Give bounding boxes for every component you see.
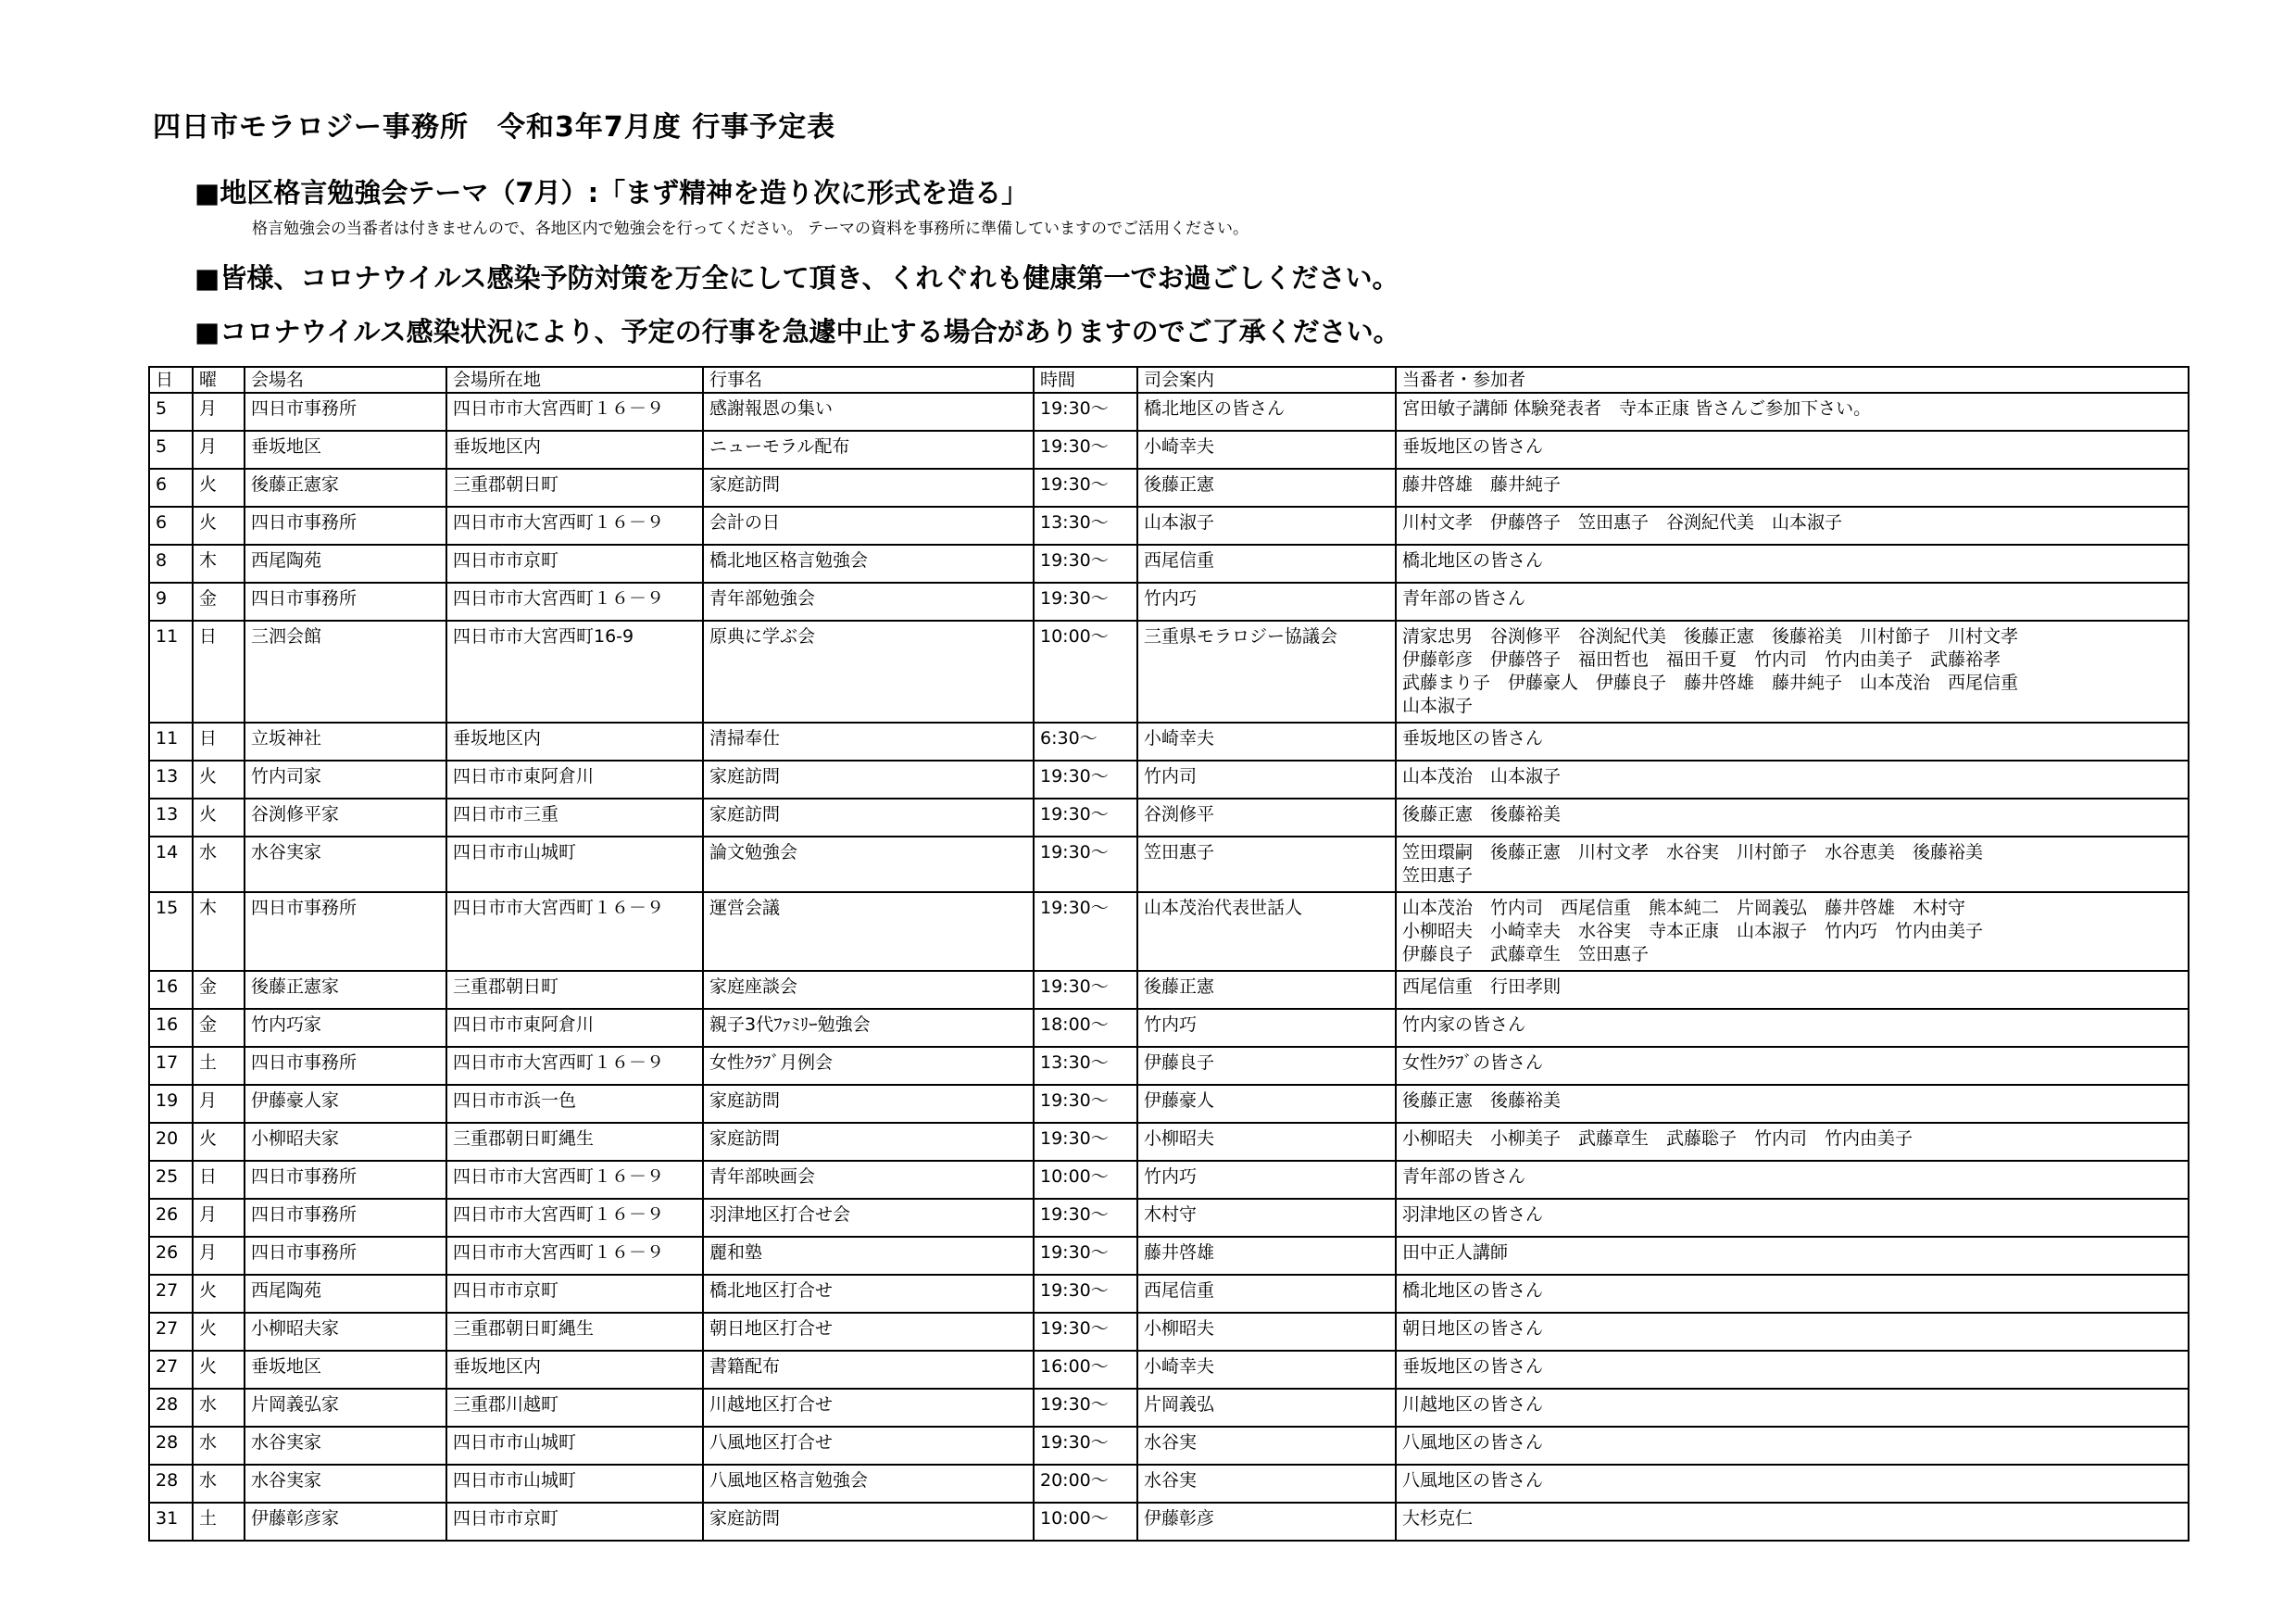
time-cell: 19:30～ [1034, 1313, 1137, 1351]
day-cell: 16 [149, 971, 193, 1009]
event-cell: 青年部映画会 [703, 1161, 1034, 1199]
venue-cell: 垂坂地区 [245, 1351, 446, 1389]
address-cell: 四日市市山城町 [446, 1427, 703, 1465]
table-row [149, 1237, 2189, 1275]
participants-line: 清家忠男 谷渕修平 谷渕紀代美 後藤正憲 後藤裕美 川村節子 川村文孝 [1402, 626, 2019, 647]
event-cell: 朝日地区打合せ [703, 1313, 1034, 1351]
venue-cell: 四日市事務所 [245, 393, 446, 431]
schedule-body [149, 393, 2189, 1541]
address-cell: 四日市市大宮西町１６－９ [446, 1047, 703, 1085]
address-cell: 四日市市東阿倉川 [446, 761, 703, 799]
participants-line: 橋北地区の皆さん [1402, 1280, 1544, 1301]
time-cell: 19:30～ [1034, 837, 1137, 892]
time-cell: 10:00～ [1034, 1161, 1137, 1199]
participants-line: 川村文孝 伊藤啓子 笠田惠子 谷渕紀代美 山本淑子 [1402, 512, 1843, 533]
time-cell: 13:30～ [1034, 507, 1137, 545]
table-row [149, 469, 2189, 507]
venue-cell: 後藤正憲家 [245, 971, 446, 1009]
time-cell: 19:30～ [1034, 393, 1137, 431]
address-cell: 垂坂地区内 [446, 1351, 703, 1389]
table-row [149, 583, 2189, 621]
day-cell: 6 [149, 469, 193, 507]
table-row [149, 431, 2189, 469]
time-cell: 20:00～ [1034, 1465, 1137, 1503]
event-cell: 家庭訪問 [703, 1123, 1034, 1161]
participants-cell [1396, 507, 2189, 545]
host-cell: 三重県モラロジー協議会 [1137, 621, 1396, 723]
weekday-cell: 月 [193, 431, 245, 469]
event-cell: 家庭訪問 [703, 469, 1034, 507]
venue-cell: 四日市事務所 [245, 1161, 446, 1199]
participants-line: 武藤まり子 伊藤豪人 伊藤良子 藤井啓雄 藤井純子 山本茂治 西尾信重 [1402, 673, 2019, 693]
event-cell: 会計の日 [703, 507, 1034, 545]
table-row [149, 723, 2189, 761]
weekday-cell: 火 [193, 1351, 245, 1389]
address-cell: 四日市市大宮西町１６－９ [446, 583, 703, 621]
participants-cell [1396, 761, 2189, 799]
participants-line: 伊藤良子 武藤章生 笠田惠子 [1402, 944, 1650, 964]
address-cell: 四日市市大宮西町１６－９ [446, 507, 703, 545]
weekday-cell: 日 [193, 723, 245, 761]
address-cell: 四日市市大宮西町１６－９ [446, 1199, 703, 1237]
venue-cell: 竹内司家 [245, 761, 446, 799]
table-row [149, 1161, 2189, 1199]
table-row [149, 1199, 2189, 1237]
venue-cell: 立坂神社 [245, 723, 446, 761]
time-cell: 19:30～ [1034, 583, 1137, 621]
venue-cell: 四日市事務所 [245, 892, 446, 971]
time-cell: 16:00～ [1034, 1351, 1137, 1389]
participants-line: 小柳昭夫 小柳美子 武藤章生 武藤聡子 竹内司 竹内由美子 [1402, 1128, 1913, 1149]
day-cell: 28 [149, 1465, 193, 1503]
venue-cell: 四日市事務所 [245, 583, 446, 621]
host-cell: 後藤正憲 [1137, 971, 1396, 1009]
day-cell: 8 [149, 545, 193, 583]
host-cell: 小柳昭夫 [1137, 1313, 1396, 1351]
weekday-cell: 火 [193, 761, 245, 799]
column-header-host: 司会案内 [1137, 367, 1396, 393]
table-row [149, 621, 2189, 723]
host-cell: 山本茂治代表世話人 [1137, 892, 1396, 971]
participants-cell [1396, 1275, 2189, 1313]
venue-cell: 伊藤彰彦家 [245, 1503, 446, 1541]
event-cell: 麗和塾 [703, 1237, 1034, 1275]
event-cell: 家庭訪問 [703, 799, 1034, 837]
address-cell: 四日市市京町 [446, 1275, 703, 1313]
time-cell: 19:30～ [1034, 1123, 1137, 1161]
time-cell: 13:30～ [1034, 1047, 1137, 1085]
host-cell: 竹内司 [1137, 761, 1396, 799]
time-cell: 19:30～ [1034, 1237, 1137, 1275]
venue-cell: 垂坂地区 [245, 431, 446, 469]
weekday-cell: 土 [193, 1047, 245, 1085]
table-row [149, 971, 2189, 1009]
participants-cell [1396, 583, 2189, 621]
event-cell: 羽津地区打合せ会 [703, 1199, 1034, 1237]
time-cell: 19:30～ [1034, 431, 1137, 469]
event-cell: 八風地区格言勉強会 [703, 1465, 1034, 1503]
participants-line: 笠田環嗣 後藤正憲 川村文孝 水谷実 川村節子 水谷恵美 後藤裕美 [1402, 842, 1984, 862]
address-cell: 四日市市大宮西町１６－９ [446, 1161, 703, 1199]
table-row [149, 507, 2189, 545]
time-cell: 19:30～ [1034, 1427, 1137, 1465]
table-row [149, 545, 2189, 583]
event-cell: 八風地区打合せ [703, 1427, 1034, 1465]
host-cell: 後藤正憲 [1137, 469, 1396, 507]
participants-cell [1396, 971, 2189, 1009]
host-cell: 笠田惠子 [1137, 837, 1396, 892]
study-theme-notice: ■地区格言勉強会テーマ（7月）:「まず精神を造り次に形式を造る」 [194, 177, 1029, 208]
participants-line: 西尾信重 行田孝則 [1402, 976, 1562, 997]
day-cell: 26 [149, 1199, 193, 1237]
column-header-address: 会場所在地 [446, 367, 703, 393]
weekday-cell: 金 [193, 583, 245, 621]
address-cell: 垂坂地区内 [446, 431, 703, 469]
day-cell: 15 [149, 892, 193, 971]
time-cell: 19:30～ [1034, 799, 1137, 837]
venue-cell: 四日市事務所 [245, 1047, 446, 1085]
event-cell: 川越地区打合せ [703, 1389, 1034, 1427]
venue-cell: 三泗会館 [245, 621, 446, 723]
event-cell: 親子3代ﾌｧﾐﾘｰ勉強会 [703, 1009, 1034, 1047]
address-cell: 四日市市山城町 [446, 1465, 703, 1503]
participants-cell [1396, 1123, 2189, 1161]
day-cell: 11 [149, 723, 193, 761]
weekday-cell: 月 [193, 393, 245, 431]
weekday-cell: 火 [193, 1275, 245, 1313]
participants-cell [1396, 1503, 2189, 1541]
weekday-cell: 日 [193, 621, 245, 723]
participants-cell [1396, 1161, 2189, 1199]
address-cell: 四日市市山城町 [446, 837, 703, 892]
venue-cell: 水谷実家 [245, 1427, 446, 1465]
participants-cell [1396, 1199, 2189, 1237]
host-cell: 水谷実 [1137, 1427, 1396, 1465]
time-cell: 18:00～ [1034, 1009, 1137, 1047]
host-cell: 西尾信重 [1137, 545, 1396, 583]
column-header-weekday: 曜 [193, 367, 245, 393]
time-cell: 19:30～ [1034, 761, 1137, 799]
participants-line: 後藤正憲 後藤裕美 [1402, 804, 1562, 825]
event-cell: ニューモラル配布 [703, 431, 1034, 469]
venue-cell: 西尾陶苑 [245, 545, 446, 583]
address-cell: 四日市市大宮西町１６－９ [446, 892, 703, 971]
venue-cell: 小柳昭夫家 [245, 1313, 446, 1351]
weekday-cell: 木 [193, 892, 245, 971]
participants-line: 田中正人講師 [1402, 1242, 1509, 1263]
weekday-cell: 月 [193, 1199, 245, 1237]
host-cell: 西尾信重 [1137, 1275, 1396, 1313]
weekday-cell: 水 [193, 837, 245, 892]
participants-line: 垂坂地区の皆さん [1402, 436, 1544, 457]
participants-line: 川越地区の皆さん [1402, 1394, 1544, 1415]
table-row [149, 1389, 2189, 1427]
day-cell: 27 [149, 1351, 193, 1389]
participants-line: 垂坂地区の皆さん [1402, 1356, 1544, 1377]
event-cell: 清掃奉仕 [703, 723, 1034, 761]
address-cell: 四日市市三重 [446, 799, 703, 837]
column-header-venue: 会場名 [245, 367, 446, 393]
time-cell: 19:30～ [1034, 892, 1137, 971]
participants-cell [1396, 723, 2189, 761]
cancellation-notice: ■コロナウイルス感染状況により、予定の行事を急遽中止する場合がありますのでご了承ください。 [194, 316, 1400, 347]
weekday-cell: 火 [193, 1313, 245, 1351]
participants-cell [1396, 545, 2189, 583]
day-cell: 6 [149, 507, 193, 545]
host-cell: 伊藤良子 [1137, 1047, 1396, 1085]
table-row [149, 1351, 2189, 1389]
time-cell: 19:30～ [1034, 545, 1137, 583]
participants-cell [1396, 469, 2189, 507]
address-cell: 四日市市京町 [446, 545, 703, 583]
day-cell: 11 [149, 621, 193, 723]
venue-cell: 四日市事務所 [245, 507, 446, 545]
day-cell: 20 [149, 1123, 193, 1161]
host-cell: 藤井啓雄 [1137, 1237, 1396, 1275]
table-row [149, 1047, 2189, 1085]
participants-cell [1396, 393, 2189, 431]
table-header-row [149, 367, 2189, 393]
table-row [149, 837, 2189, 892]
venue-cell: 水谷実家 [245, 837, 446, 892]
host-cell: 小崎幸夫 [1137, 723, 1396, 761]
participants-line: 女性ｸﾗﾌﾞの皆さん [1402, 1052, 1544, 1073]
table-row [149, 1313, 2189, 1351]
time-cell: 19:30～ [1034, 971, 1137, 1009]
participants-line: 青年部の皆さん [1402, 588, 1526, 609]
table-row [149, 892, 2189, 971]
table-row [149, 1427, 2189, 1465]
day-cell: 5 [149, 431, 193, 469]
time-cell: 19:30～ [1034, 1199, 1137, 1237]
event-cell: 橋北地区格言勉強会 [703, 545, 1034, 583]
participants-line: 伊藤彰彦 伊藤啓子 福田哲也 福田千夏 竹内司 竹内由美子 武藤裕孝 [1402, 649, 2001, 670]
day-cell: 26 [149, 1237, 193, 1275]
participants-cell [1396, 1351, 2189, 1389]
venue-cell: 四日市事務所 [245, 1199, 446, 1237]
day-cell: 9 [149, 583, 193, 621]
host-cell: 小柳昭夫 [1137, 1123, 1396, 1161]
host-cell: 片岡義弘 [1137, 1389, 1396, 1427]
host-cell: 竹内巧 [1137, 1009, 1396, 1047]
participants-line: 山本茂治 山本淑子 [1402, 766, 1562, 787]
address-cell: 三重郡朝日町 [446, 469, 703, 507]
address-cell: 三重郡朝日町 [446, 971, 703, 1009]
time-cell: 19:30～ [1034, 1275, 1137, 1313]
weekday-cell: 月 [193, 1237, 245, 1275]
participants-line: 竹内家の皆さん [1402, 1014, 1526, 1035]
participants-line: 山本茂治 竹内司 西尾信重 熊本純二 片岡義弘 藤井啓雄 木村守 [1402, 898, 1966, 918]
weekday-cell: 木 [193, 545, 245, 583]
participants-cell [1396, 892, 2189, 971]
venue-cell: 西尾陶苑 [245, 1275, 446, 1313]
day-cell: 16 [149, 1009, 193, 1047]
column-header-day: 日 [149, 367, 193, 393]
day-cell: 14 [149, 837, 193, 892]
event-cell: 家庭訪問 [703, 1085, 1034, 1123]
column-header-participants: 当番者・参加者 [1396, 367, 2189, 393]
participants-line: 藤井啓雄 藤井純子 [1402, 474, 1562, 495]
participants-line: 笠田惠子 [1402, 865, 1474, 886]
address-cell: 四日市市大宮西町１６－９ [446, 1237, 703, 1275]
participants-line: 羽津地区の皆さん [1402, 1204, 1544, 1225]
time-cell: 19:30～ [1034, 1085, 1137, 1123]
participants-cell [1396, 1389, 2189, 1427]
address-cell: 四日市市東阿倉川 [446, 1009, 703, 1047]
weekday-cell: 水 [193, 1389, 245, 1427]
table-row [149, 799, 2189, 837]
time-cell: 6:30～ [1034, 723, 1137, 761]
time-cell: 19:30～ [1034, 469, 1137, 507]
address-cell: 四日市市浜一色 [446, 1085, 703, 1123]
host-cell: 小崎幸夫 [1137, 431, 1396, 469]
weekday-cell: 土 [193, 1503, 245, 1541]
table-row [149, 1085, 2189, 1123]
participants-cell [1396, 1237, 2189, 1275]
host-cell: 山本淑子 [1137, 507, 1396, 545]
participants-cell [1396, 621, 2189, 723]
table-row [149, 1503, 2189, 1541]
day-cell: 13 [149, 799, 193, 837]
time-cell: 10:00～ [1034, 621, 1137, 723]
event-cell: 論文勉強会 [703, 837, 1034, 892]
study-theme-note: 格言勉強会の当番者は付きませんので、各地区内で勉強会を行ってください。 テーマの資料を事務所に準備していますのでご活用ください。 [252, 220, 1249, 238]
host-cell: 竹内巧 [1137, 1161, 1396, 1199]
weekday-cell: 日 [193, 1161, 245, 1199]
event-cell: 橋北地区打合せ [703, 1275, 1034, 1313]
venue-cell: 伊藤豪人家 [245, 1085, 446, 1123]
venue-cell: 後藤正憲家 [245, 469, 446, 507]
address-cell: 四日市市京町 [446, 1503, 703, 1541]
host-cell: 伊藤彰彦 [1137, 1503, 1396, 1541]
participants-cell [1396, 799, 2189, 837]
participants-line: 宮田敏子講師 体験発表者 寺本正康 皆さんご参加下さい。 [1402, 398, 1872, 419]
event-cell: 家庭訪問 [703, 1503, 1034, 1541]
venue-cell: 竹内巧家 [245, 1009, 446, 1047]
weekday-cell: 火 [193, 799, 245, 837]
event-cell: 感謝報恩の集い [703, 393, 1034, 431]
column-header-time: 時間 [1034, 367, 1137, 393]
event-cell: 青年部勉強会 [703, 583, 1034, 621]
address-cell: 垂坂地区内 [446, 723, 703, 761]
weekday-cell: 火 [193, 507, 245, 545]
venue-cell: 片岡義弘家 [245, 1389, 446, 1427]
table-row [149, 1465, 2189, 1503]
host-cell: 小崎幸夫 [1137, 1351, 1396, 1389]
day-cell: 28 [149, 1389, 193, 1427]
participants-cell [1396, 1427, 2189, 1465]
day-cell: 17 [149, 1047, 193, 1085]
weekday-cell: 火 [193, 469, 245, 507]
address-cell: 三重郡川越町 [446, 1389, 703, 1427]
participants-line: 小柳昭夫 小崎幸夫 水谷実 寺本正康 山本淑子 竹内巧 竹内由美子 [1402, 921, 1984, 941]
venue-cell: 水谷実家 [245, 1465, 446, 1503]
weekday-cell: 水 [193, 1427, 245, 1465]
host-cell: 谷渕修平 [1137, 799, 1396, 837]
day-cell: 28 [149, 1427, 193, 1465]
table-row [149, 761, 2189, 799]
time-cell: 19:30～ [1034, 1389, 1137, 1427]
table-row [149, 1123, 2189, 1161]
participants-line: 青年部の皆さん [1402, 1166, 1526, 1187]
table-row [149, 1009, 2189, 1047]
day-cell: 13 [149, 761, 193, 799]
host-cell: 伊藤豪人 [1137, 1085, 1396, 1123]
participants-cell [1396, 1047, 2189, 1085]
event-cell: 家庭座談会 [703, 971, 1034, 1009]
address-cell: 四日市市大宮西町１６－９ [446, 393, 703, 431]
day-cell: 19 [149, 1085, 193, 1123]
participants-cell [1396, 1313, 2189, 1351]
participants-line: 八風地区の皆さん [1402, 1432, 1544, 1453]
participants-cell [1396, 431, 2189, 469]
participants-cell [1396, 1009, 2189, 1047]
participants-line: 山本淑子 [1402, 696, 1474, 716]
event-cell: 原典に学ぶ会 [703, 621, 1034, 723]
venue-cell: 四日市事務所 [245, 1237, 446, 1275]
address-cell: 三重郡朝日町縄生 [446, 1123, 703, 1161]
participants-cell [1396, 1085, 2189, 1123]
day-cell: 27 [149, 1275, 193, 1313]
health-notice: ■皆様、コロナウイルス感染予防対策を万全にして頂き、くれぐれも健康第一でお過ごしください。 [194, 262, 1399, 294]
event-cell: 書籍配布 [703, 1351, 1034, 1389]
participants-line: 朝日地区の皆さん [1402, 1318, 1544, 1339]
venue-cell: 谷渕修平家 [245, 799, 446, 837]
page-title: 四日市モラロジー事務所 令和3年7月度 行事予定表 [153, 111, 836, 144]
event-cell: 女性ｸﾗﾌﾞ月例会 [703, 1047, 1034, 1085]
participants-line: 橋北地区の皆さん [1402, 550, 1544, 571]
column-header-event: 行事名 [703, 367, 1034, 393]
participants-line: 八風地区の皆さん [1402, 1470, 1544, 1491]
participants-line: 後藤正憲 後藤裕美 [1402, 1090, 1562, 1111]
participants-line: 垂坂地区の皆さん [1402, 728, 1544, 749]
schedule-table [148, 366, 2189, 1542]
participants-cell [1396, 1465, 2189, 1503]
address-cell: 三重郡朝日町縄生 [446, 1313, 703, 1351]
participants-cell [1396, 837, 2189, 892]
weekday-cell: 金 [193, 1009, 245, 1047]
participants-line: 大杉克仁 [1402, 1508, 1474, 1529]
weekday-cell: 水 [193, 1465, 245, 1503]
event-cell: 家庭訪問 [703, 761, 1034, 799]
day-cell: 25 [149, 1161, 193, 1199]
venue-cell: 小柳昭夫家 [245, 1123, 446, 1161]
day-cell: 27 [149, 1313, 193, 1351]
table-row [149, 1275, 2189, 1313]
host-cell: 木村守 [1137, 1199, 1396, 1237]
table-row [149, 393, 2189, 431]
time-cell: 10:00～ [1034, 1503, 1137, 1541]
host-cell: 竹内巧 [1137, 583, 1396, 621]
day-cell: 5 [149, 393, 193, 431]
host-cell: 水谷実 [1137, 1465, 1396, 1503]
day-cell: 31 [149, 1503, 193, 1541]
weekday-cell: 火 [193, 1123, 245, 1161]
weekday-cell: 月 [193, 1085, 245, 1123]
address-cell: 四日市市大宮西町16-9 [446, 621, 703, 723]
host-cell: 橋北地区の皆さん [1137, 393, 1396, 431]
weekday-cell: 金 [193, 971, 245, 1009]
event-cell: 運営会議 [703, 892, 1034, 971]
